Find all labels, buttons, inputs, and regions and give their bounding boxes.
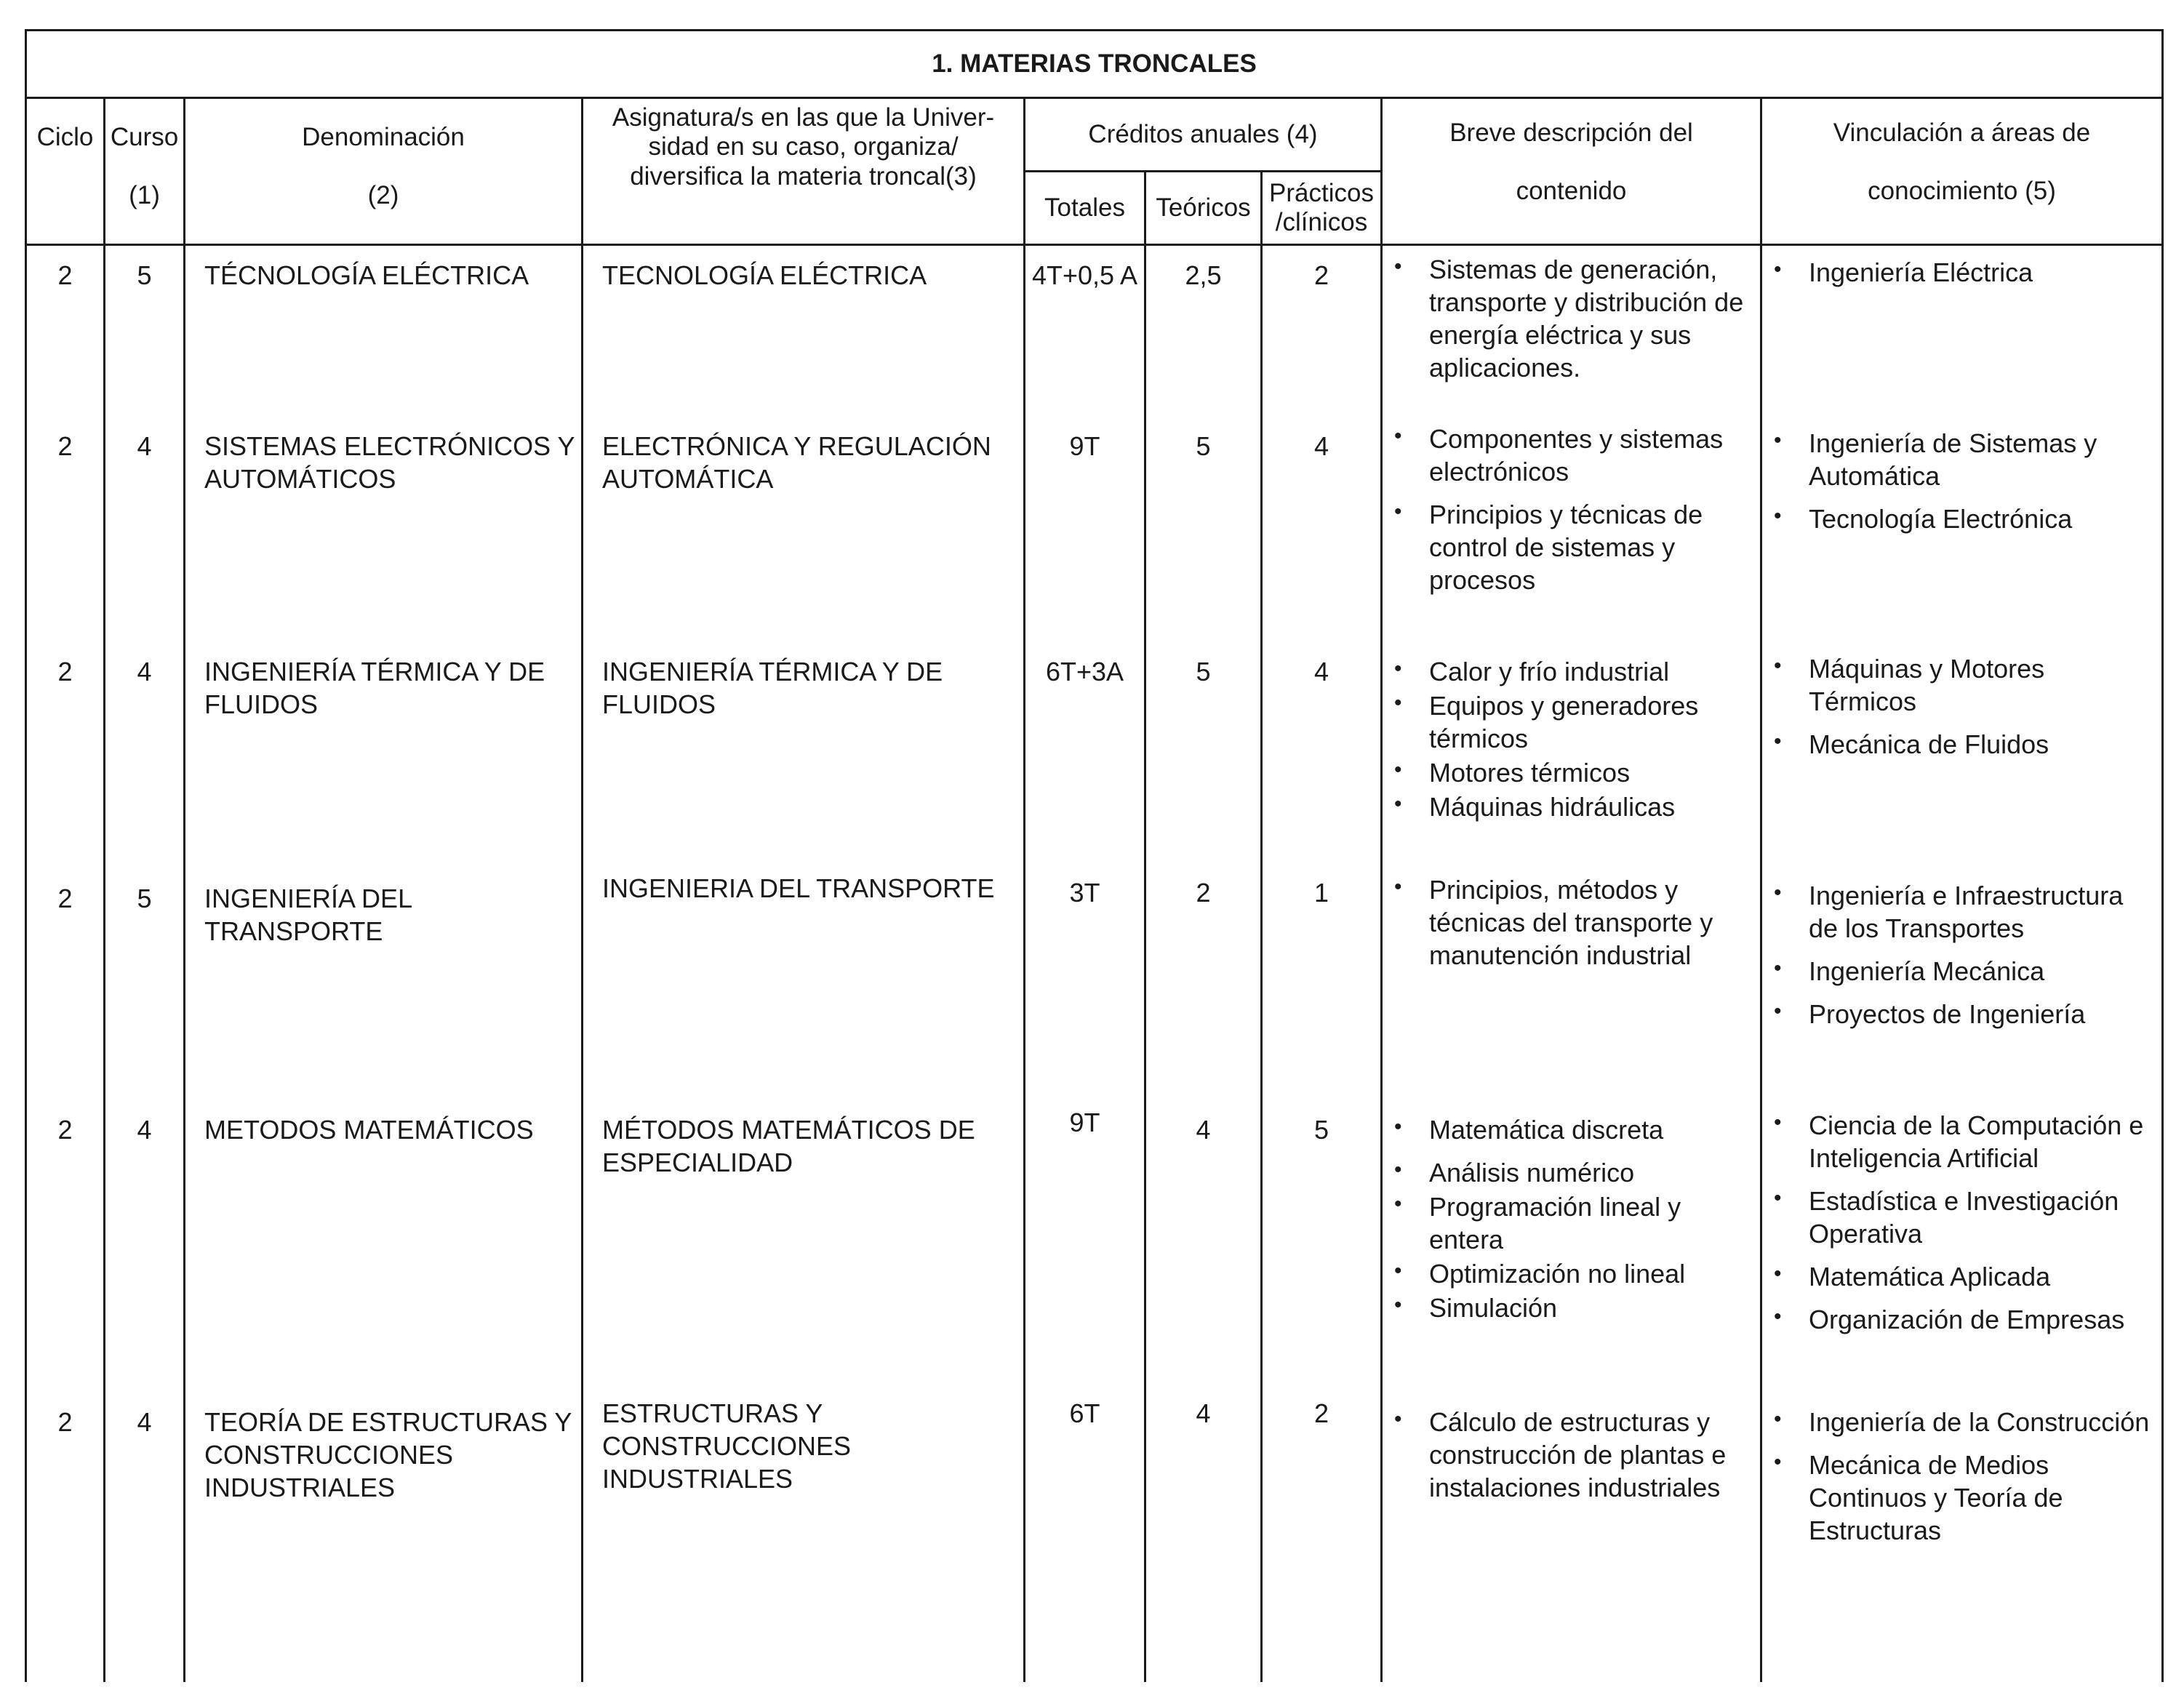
header-denominacion: [185, 98, 583, 245]
header-vinculacion-line1: Vinculación a áreas de: [1833, 118, 2091, 147]
header-ciclo: [26, 98, 105, 245]
table-row: [26, 1100, 2163, 1393]
cell-ciclo: 2: [26, 1393, 105, 1682]
table-row: [26, 245, 2163, 417]
cell-curso: 4: [105, 417, 185, 642]
cell-teoricos: 2: [1145, 869, 1262, 1100]
cell-curso: 4: [105, 642, 185, 869]
header-breve-line2: contenido: [1516, 176, 1627, 205]
cell-curso: 4: [105, 1100, 185, 1393]
header-practicos-line2: /clínicos: [1275, 208, 1368, 236]
list-item: • Ingeniería e Infraestructura de los Transportes: [1809, 879, 2157, 945]
cell-practicos: 4: [1262, 417, 1382, 642]
list-item: • Ingeniería Eléctrica: [1809, 256, 2157, 289]
cell-totales: 9T: [1025, 1100, 1145, 1393]
header-breve: [1382, 98, 1761, 245]
list-item: • Ingeniería Mecánica: [1809, 955, 2157, 988]
cell-descripcion: [1382, 1393, 1761, 1682]
list-item: • Estadística e Investigación Operativa: [1809, 1185, 2157, 1250]
header-asignatura-line1: Asignatura/s en las que la Univer-: [612, 103, 995, 132]
cell-asignatura: TECNOLOGÍA ELÉCTRICA: [583, 245, 1025, 417]
cell-asignatura: ELECTRÓNICA Y REGULACIÓN AUTOMÁTICA: [583, 417, 1025, 642]
cell-asignatura: INGENIERÍA TÉRMICA Y DE FLUIDOS: [583, 642, 1025, 869]
cell-areas: [1761, 642, 2163, 869]
list-item: • Sistemas de generación, transporte y distribución de energía eléctrica y sus aplicaciones.: [1429, 253, 1756, 384]
header-asignatura-line3: diversifica la materia troncal(3): [630, 162, 977, 191]
cell-ciclo: 2: [26, 869, 105, 1100]
cell-curso: 5: [105, 869, 185, 1100]
cell-areas: [1761, 1100, 2163, 1393]
list-item: • Ciencia de la Computación e Inteligencia Artificial: [1809, 1109, 2157, 1174]
cell-areas: [1761, 417, 2163, 642]
cell-teoricos: 4: [1145, 1393, 1262, 1682]
header-practicos-line1: Prácticos: [1269, 178, 1374, 207]
materias-troncales-table: [25, 29, 2164, 1682]
header-curso-label: Curso: [110, 122, 179, 151]
list-item: • Cálculo de estructuras y construcción de plantas e instalaciones industriales: [1429, 1406, 1756, 1504]
header-asignatura-line2: sidad en su caso, organiza/: [648, 132, 959, 161]
list-item: • Tecnología Electrónica: [1809, 502, 2157, 535]
cell-totales: 6T: [1025, 1393, 1145, 1682]
cell-ciclo: 2: [26, 642, 105, 869]
list-item: • Motores térmicos: [1429, 756, 1756, 789]
list-item: • Máquinas hidráulicas: [1429, 790, 1756, 823]
cell-asignatura: MÉTODOS MATEMÁTICOS DE ESPECIALIDAD: [583, 1100, 1025, 1393]
cell-denominacion: TÉCNOLOGÍA ELÉCTRICA: [185, 245, 583, 417]
list-item: • Principios, métodos y técnicas del transporte y manutención industrial: [1429, 873, 1756, 972]
list-item: • Mecánica de Fluidos: [1809, 728, 2157, 761]
cell-descripcion: [1382, 417, 1761, 642]
list-item: • Simulación: [1429, 1291, 1756, 1324]
cell-ciclo: 2: [26, 417, 105, 642]
cell-descripcion: [1382, 642, 1761, 869]
cell-teoricos: 5: [1145, 642, 1262, 869]
cell-denominacion: TEORÍA DE ESTRUCTURAS Y CONSTRUCCIONES INDUSTRIALES: [185, 1393, 583, 1682]
table-row: [26, 417, 2163, 642]
list-item: • Proyectos de Ingeniería: [1809, 998, 2157, 1030]
cell-descripcion: [1382, 869, 1761, 1100]
cell-practicos: 2: [1262, 1393, 1382, 1682]
cell-practicos: 4: [1262, 642, 1382, 869]
cell-areas: [1761, 245, 2163, 417]
header-ciclo-label: Ciclo: [36, 122, 94, 151]
list-item: • Ingeniería de Sistemas y Automática: [1809, 427, 2157, 492]
header-curso-note: (1): [129, 180, 160, 209]
cell-totales: 4T+0,5 A: [1025, 245, 1145, 417]
cell-teoricos: 4: [1145, 1100, 1262, 1393]
list-item: • Programación lineal y entera: [1429, 1190, 1756, 1256]
cell-asignatura: INGENIERIA DEL TRANSPORTE: [583, 869, 1025, 1100]
cell-denominacion: INGENIERÍA TÉRMICA Y DE FLUIDOS: [185, 642, 583, 869]
cell-areas: [1761, 869, 2163, 1100]
header-vinculacion-line2: conocimiento (5): [1868, 176, 2056, 205]
table-title: 1. MATERIAS TRONCALES: [26, 31, 2163, 98]
header-asignatura: [583, 98, 1025, 245]
header-practicos: [1262, 172, 1382, 245]
table-row: [26, 869, 2163, 1100]
cell-ciclo: 2: [26, 1100, 105, 1393]
cell-practicos: 1: [1262, 869, 1382, 1100]
cell-totales: 9T: [1025, 417, 1145, 642]
list-item: • Organización de Empresas: [1809, 1303, 2157, 1336]
cell-totales: 6T+3A: [1025, 642, 1145, 869]
list-item: • Componentes y sistemas electrónicos: [1429, 423, 1756, 488]
cell-ciclo: 2: [26, 245, 105, 417]
cell-areas: [1761, 1393, 2163, 1682]
header-breve-line1: Breve descripción del: [1449, 118, 1693, 147]
cell-descripcion: [1382, 1100, 1761, 1393]
table-row: [26, 642, 2163, 869]
list-item: • Principios y técnicas de control de sistemas y procesos: [1429, 498, 1756, 596]
cell-practicos: 5: [1262, 1100, 1382, 1393]
list-item: • Máquinas y Motores Térmicos: [1809, 652, 2157, 718]
cell-curso: 4: [105, 1393, 185, 1682]
list-item: • Equipos y generadores térmicos: [1429, 689, 1756, 755]
list-item: • Calor y frío industrial: [1429, 655, 1756, 688]
list-item: • Análisis numérico: [1429, 1156, 1756, 1189]
cell-denominacion: METODOS MATEMÁTICOS: [185, 1100, 583, 1393]
cell-teoricos: 2,5: [1145, 245, 1262, 417]
list-item: • Mecánica de Medios Continuos y Teoría de Estructuras: [1809, 1449, 2157, 1547]
table-row: [26, 1393, 2163, 1682]
header-denominacion-note: (2): [367, 180, 399, 209]
cell-asignatura: ESTRUCTURAS Y CONSTRUCCIONES INDUSTRIALES: [583, 1393, 1025, 1682]
cell-denominacion: SISTEMAS ELECTRÓNICOS Y AUTOMÁTICOS: [185, 417, 583, 642]
cell-descripcion: [1382, 245, 1761, 417]
header-denominacion-label: Denominación: [302, 122, 465, 151]
cell-denominacion: INGENIERÍA DEL TRANSPORTE: [185, 869, 583, 1100]
header-creditos: Créditos anuales (4): [1025, 98, 1382, 172]
list-item: • Ingeniería de la Construcción: [1809, 1406, 2157, 1438]
cell-totales: 3T: [1025, 869, 1145, 1100]
header-teoricos: Teóricos: [1145, 172, 1262, 245]
header-curso: [105, 98, 185, 245]
list-item: • Optimización no lineal: [1429, 1257, 1756, 1290]
list-item: • Matemática discreta: [1429, 1113, 1756, 1146]
list-item: • Matemática Aplicada: [1809, 1260, 2157, 1293]
header-vinculacion: [1761, 98, 2163, 245]
cell-practicos: 2: [1262, 245, 1382, 417]
header-totales: Totales: [1025, 172, 1145, 245]
cell-curso: 5: [105, 245, 185, 417]
cell-teoricos: 5: [1145, 417, 1262, 642]
